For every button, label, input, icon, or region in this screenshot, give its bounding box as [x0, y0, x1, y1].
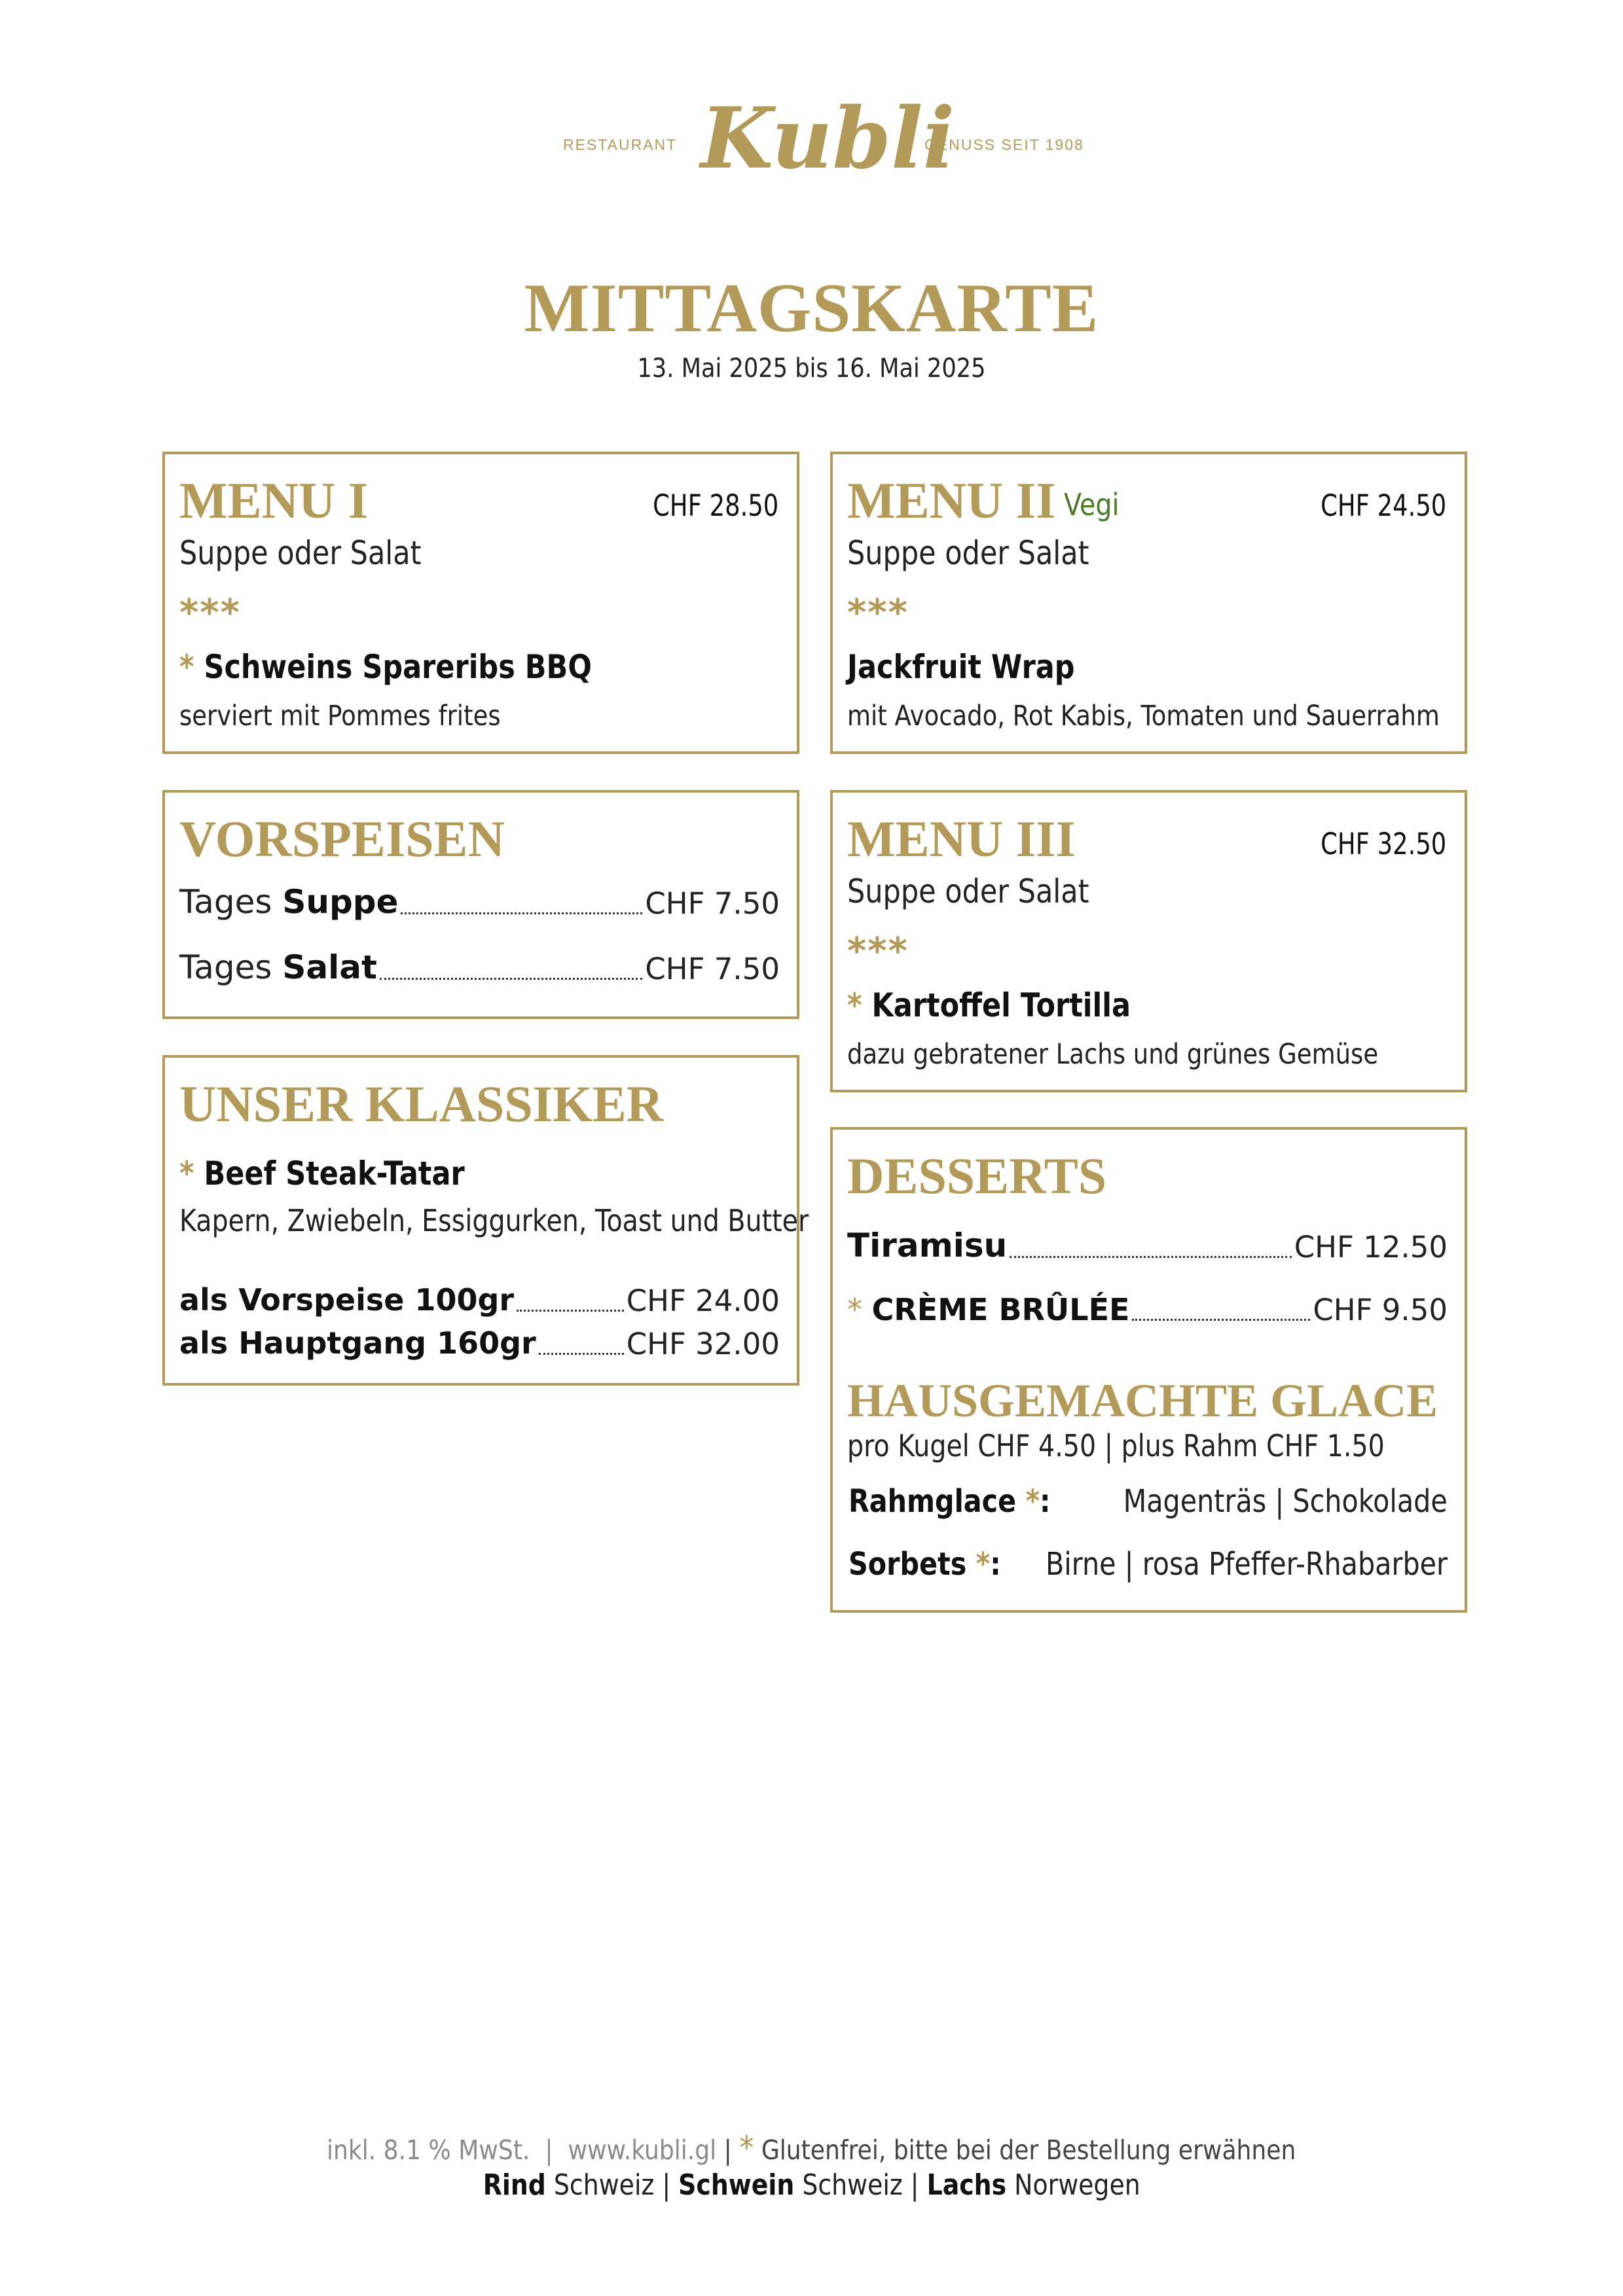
- option-label: als Vorspeise 100gr: [179, 1282, 515, 1318]
- menu-3-title: MENU III: [847, 810, 1076, 867]
- gluten-free-marker: *: [179, 1155, 194, 1193]
- dessert-price: CHF 12.50: [1294, 1230, 1448, 1265]
- menu-3-price: CHF 32.50: [1320, 827, 1446, 861]
- glace-title: HAUSGEMACHTE GLACE: [847, 1374, 1438, 1427]
- menu-1-dish: [179, 648, 592, 686]
- logo-right-text: GENUSS SEIT 1908: [924, 136, 1084, 153]
- menu-3-box: [830, 790, 1467, 1092]
- desserts-box: [830, 1127, 1467, 1613]
- gluten-free-marker: *: [179, 648, 194, 686]
- dessert-price: CHF 9.50: [1313, 1293, 1448, 1327]
- menu-1-description: serviert mit Pommes frites: [179, 700, 501, 732]
- menu-3-dish-name: Kartoffel Tortilla: [871, 986, 1131, 1024]
- klassiker-option-row: [179, 1280, 780, 1318]
- klassiker-dish: [179, 1155, 465, 1193]
- menu-2-box: [830, 452, 1467, 754]
- menu-1-dish-name: Schweins Spareribs BBQ: [204, 648, 592, 686]
- menu-2-starter: Suppe oder Salat: [847, 534, 1089, 572]
- dot-leader: [1010, 1255, 1291, 1258]
- dessert-label: Tiramisu: [847, 1227, 1008, 1265]
- separator: |: [545, 2134, 553, 2166]
- footer-line-1: [0, 2129, 1623, 2167]
- menu-1-price: CHF 28.50: [652, 488, 778, 523]
- option-label: als Hauptgang 160gr: [179, 1325, 536, 1361]
- klassiker-option-row: [179, 1323, 780, 1361]
- dessert-label: * CRÈME BRÛLÉE: [847, 1292, 1130, 1327]
- menu-2-title: [847, 472, 1128, 529]
- gluten-free-marker: *: [847, 986, 862, 1024]
- vorspeise-label: Tages Salat: [179, 948, 377, 986]
- gluten-free-marker: *: [739, 2129, 754, 2167]
- footer-origins: Rind Schweiz | Schwein Schweiz | Lachs Norwegen: [483, 2168, 1140, 2202]
- dessert-row: [847, 1292, 1448, 1327]
- separator: |: [724, 2134, 733, 2166]
- vorspeise-price: CHF 7.50: [645, 952, 780, 986]
- menu-1-title: MENU I: [179, 472, 369, 529]
- menu-1-box: [162, 452, 799, 754]
- glace-pricing: pro Kugel CHF 4.50 | plus Rahm CHF 1.50: [847, 1428, 1385, 1463]
- menu-1-stars: ***: [179, 592, 241, 634]
- vorspeise-price: CHF 7.50: [645, 886, 780, 921]
- klassiker-dish-name: Beef Steak-Tatar: [204, 1155, 465, 1193]
- klassiker-title: UNSER KLASSIKER: [179, 1075, 664, 1132]
- menu-3-stars: ***: [847, 930, 909, 973]
- menu-1-starter: Suppe oder Salat: [179, 534, 422, 572]
- option-price: CHF 32.00: [626, 1327, 780, 1361]
- menu-2-description: mit Avocado, Rot Kabis, Tomaten und Sauerrahm: [847, 700, 1440, 732]
- logo-left-text: RESTAURANT: [563, 136, 678, 153]
- dot-leader: [401, 912, 642, 914]
- page-title: MITTAGSKARTE: [524, 270, 1099, 346]
- website-link[interactable]: www.kubli.gl: [568, 2134, 717, 2166]
- gluten-free-note: Glutenfrei, bitte bei der Bestellung erwähnen: [761, 2134, 1296, 2166]
- vorspeisen-box: [162, 790, 799, 1019]
- glace-label-rahmglace: Rahmglace *:: [848, 1483, 1051, 1520]
- vorspeise-row: [179, 883, 780, 921]
- glace-label-sorbets: Sorbets *:: [848, 1546, 1001, 1583]
- vat-note: inkl. 8.1 % MwSt.: [327, 2134, 530, 2166]
- menu-3-description: dazu gebratener Lachs und grünes Gemüse: [847, 1038, 1379, 1071]
- menu-2-dish: Jackfruit Wrap: [847, 648, 1075, 686]
- vorspeise-label: Tages Suppe: [179, 883, 399, 921]
- kubli-signature-logo: [694, 90, 955, 202]
- glace-flavors-sorbets: Birne | rosa Pfeffer-Rhabarber: [1045, 1546, 1448, 1583]
- option-price: CHF 24.00: [626, 1283, 780, 1318]
- klassiker-box: [162, 1055, 809, 1386]
- desserts-title: DESSERTS: [847, 1147, 1107, 1204]
- logo-wordmark: Kubli: [701, 90, 955, 188]
- menu-3-starter: Suppe oder Salat: [847, 872, 1089, 910]
- dot-leader: [517, 1309, 624, 1312]
- vorspeise-row: [179, 948, 780, 986]
- restaurant-logo: [0, 85, 1623, 209]
- glace-flavors-rahmglace: Magenträs | Schokolade: [1123, 1483, 1448, 1520]
- menu-dates: 13. Mai 2025 bis 16. Mai 2025: [637, 353, 986, 384]
- dot-leader: [1132, 1318, 1310, 1321]
- dot-leader: [539, 1352, 624, 1355]
- menu-3-dish: [847, 986, 1131, 1024]
- menu-2-price: CHF 24.50: [1320, 488, 1446, 523]
- vegi-tag: Vegi: [1063, 487, 1119, 522]
- menu-2-title-text: MENU II: [847, 472, 1056, 529]
- dessert-row: [847, 1227, 1448, 1265]
- dot-leader: [380, 977, 642, 980]
- klassiker-description: Kapern, Zwiebeln, Essiggurken, Toast und Butter: [179, 1203, 809, 1238]
- vorspeisen-title: VORSPEISEN: [179, 810, 505, 867]
- menu-2-stars: ***: [847, 592, 909, 634]
